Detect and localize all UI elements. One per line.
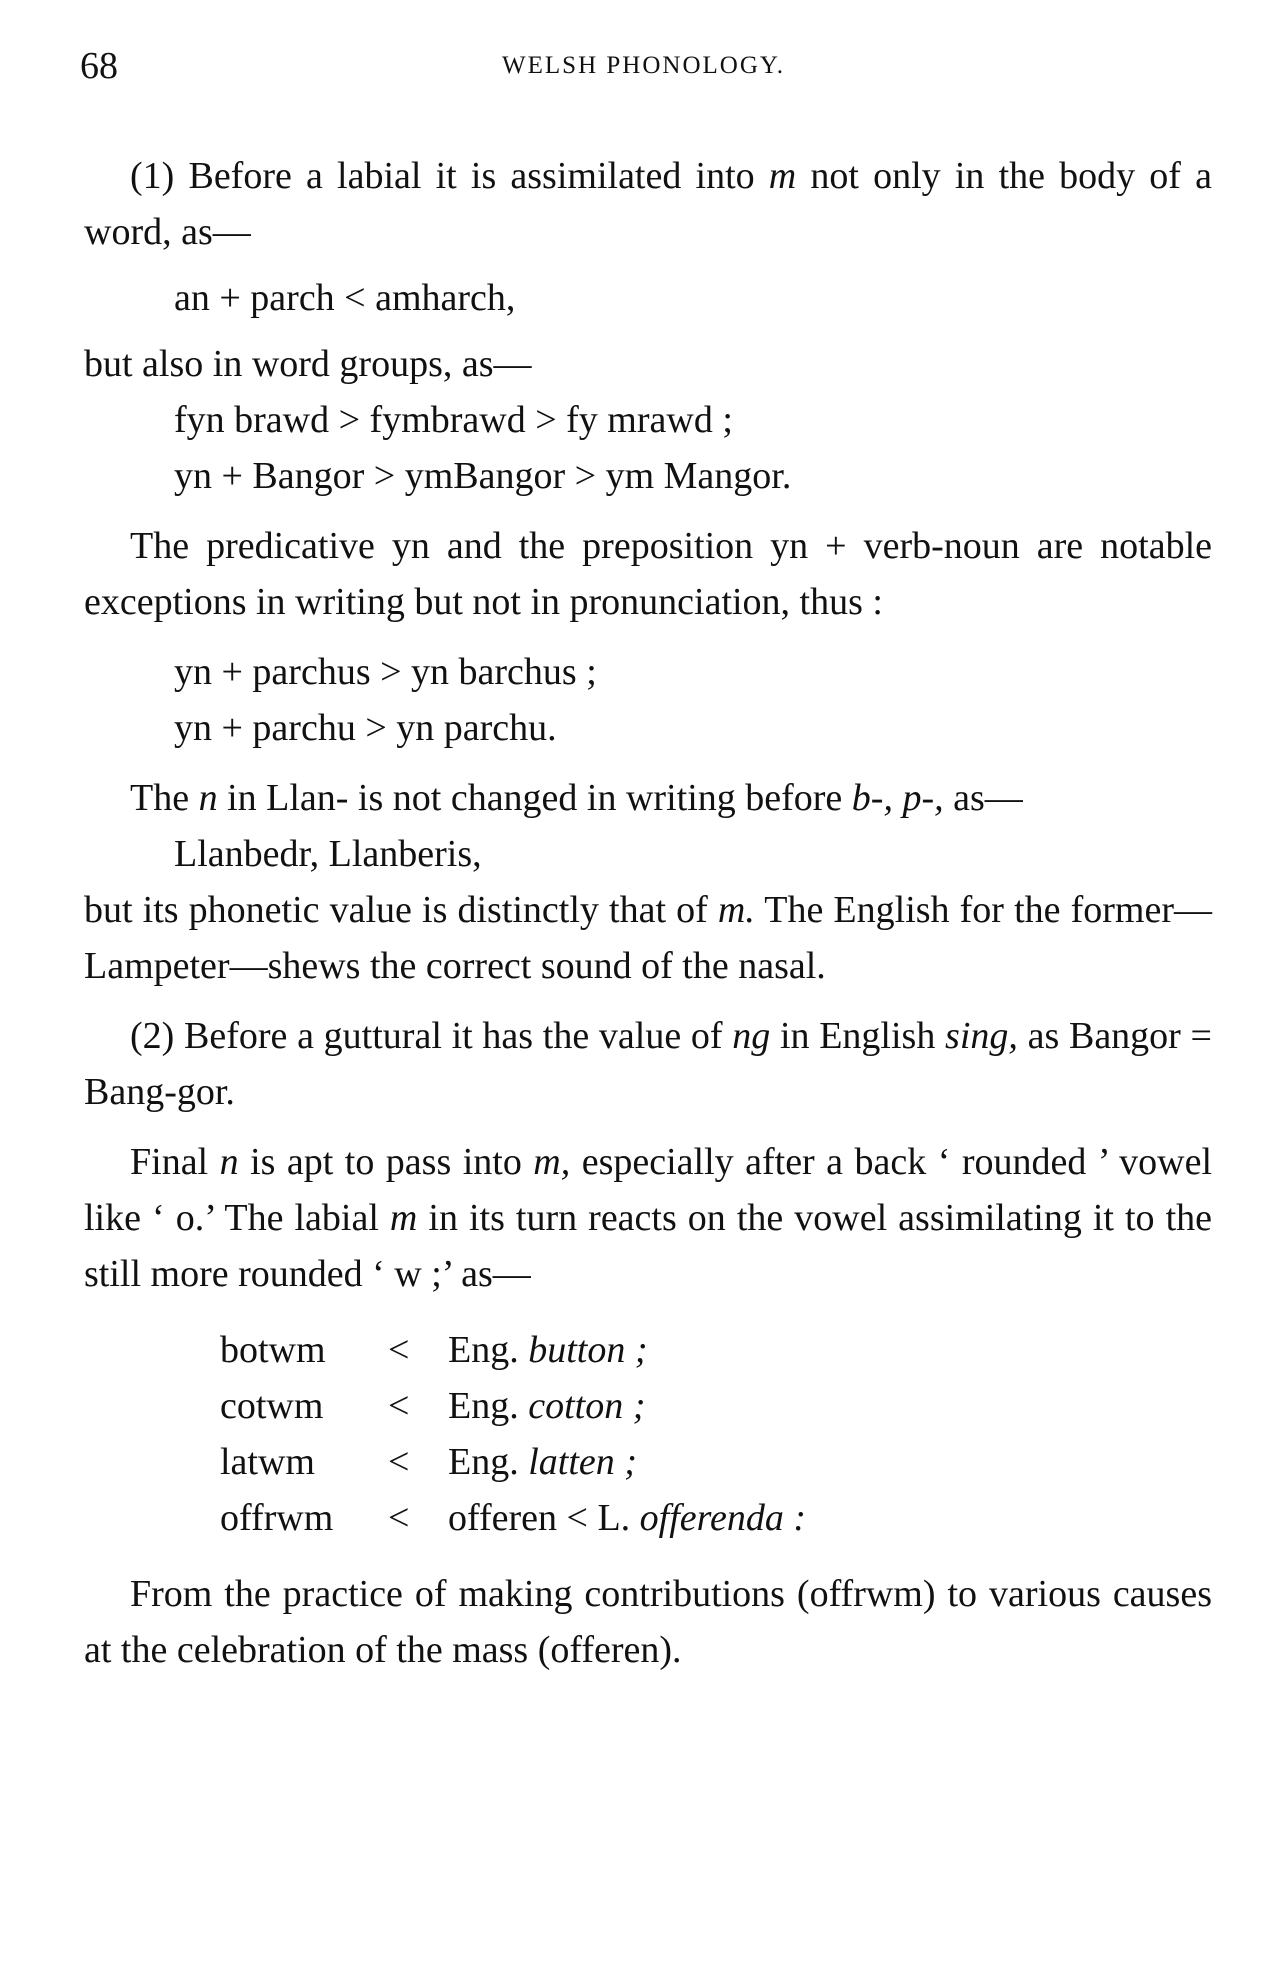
- text: is apt to pass into: [238, 1141, 534, 1183]
- text: in Llan- is not changed in writing before: [217, 777, 852, 819]
- example-table: [220, 1322, 1212, 1546]
- symbol: <: [388, 1441, 410, 1483]
- paragraph-2: but also in word groups, as—: [84, 343, 532, 385]
- symbol: <: [388, 1329, 410, 1371]
- welsh-word: offrwm: [220, 1497, 334, 1539]
- welsh-word: botwm: [220, 1329, 326, 1371]
- page-body: [84, 148, 1212, 1678]
- example-line: fyn brawd > fymbrawd > fy mrawd ;: [174, 399, 733, 441]
- paragraph-1: [84, 148, 1212, 260]
- symbol: <: [388, 1385, 410, 1427]
- welsh-word: latwm: [220, 1441, 315, 1483]
- welsh-word: cotwm: [220, 1385, 324, 1427]
- paragraph-6: [84, 1008, 1212, 1120]
- example-line: yn + parchu > yn parchu.: [174, 707, 557, 749]
- paragraph-7: [84, 1134, 1212, 1302]
- text: The English for the former—Lampeter—shews the correct sound of the nasal.: [84, 889, 1212, 987]
- running-title: WELSH PHONOLOGY.: [502, 52, 785, 79]
- text: The: [130, 777, 199, 819]
- text: in English: [770, 1015, 946, 1057]
- text: but its phonetic value is distinctly that of: [84, 889, 718, 931]
- example-1: an + parch < amharch,: [174, 277, 516, 319]
- italic-term: m.: [717, 889, 755, 931]
- example-line: Llanbedr, Llanberis,: [174, 833, 482, 875]
- example-row: [220, 1378, 1212, 1434]
- italic-term: latten ;: [528, 1441, 637, 1483]
- italic-term: ng: [732, 1015, 771, 1057]
- paragraph-3: The predicative yn and the preposition yn + verb-noun are notable exceptions in writing but not in pronunciation, thus :: [84, 525, 1212, 623]
- example-row: [220, 1434, 1212, 1490]
- symbol: <: [388, 1497, 410, 1539]
- example-row: [220, 1490, 1212, 1546]
- page-header: [80, 44, 1207, 94]
- italic-term: sing,: [945, 1015, 1018, 1057]
- source: Eng.: [448, 1329, 529, 1371]
- italic-term: n: [198, 777, 218, 819]
- italic-term: m,: [533, 1141, 571, 1183]
- source: Eng.: [448, 1441, 529, 1483]
- example-line: yn + parchus > yn barchus ;: [174, 651, 597, 693]
- paragraph-5: [84, 882, 1212, 994]
- text: as—: [943, 777, 1023, 819]
- text: in its turn reacts on the vowel assimilating it to the still more rounded ‘ w ;’ as—: [84, 1197, 1212, 1295]
- source: Eng.: [448, 1385, 529, 1427]
- paragraph-4: [84, 770, 1212, 826]
- example-line: yn + Bangor > ymBangor > ym Mangor.: [174, 455, 792, 497]
- paragraph-8: From the practice of making contributions (offrwm) to various causes at the celebration of the mass (offeren).: [84, 1573, 1212, 1671]
- italic-term: button ;: [528, 1329, 648, 1371]
- italic-term: offerenda :: [639, 1497, 807, 1539]
- italic-term: m: [768, 155, 797, 197]
- page-number: 68: [80, 45, 118, 87]
- text: as Bangor = Bang-gor.: [84, 1015, 1212, 1113]
- text: (2) Before a guttural it has the value of: [130, 1015, 733, 1057]
- italic-term: cotton ;: [528, 1385, 646, 1427]
- italic-term: b-, p-,: [851, 777, 944, 819]
- text: (1) Before a labial it is assimilated into: [130, 155, 769, 197]
- text: not only in the body of a word, as—: [84, 155, 1212, 253]
- text: Final: [130, 1141, 220, 1183]
- italic-term: n: [219, 1141, 239, 1183]
- italic-term: m: [389, 1197, 418, 1239]
- example-row: [220, 1322, 1212, 1378]
- source: offeren < L.: [448, 1497, 640, 1539]
- text: especially after a back ‘ rounded ’ vowel like ‘ o.’ The labial: [84, 1141, 1212, 1239]
